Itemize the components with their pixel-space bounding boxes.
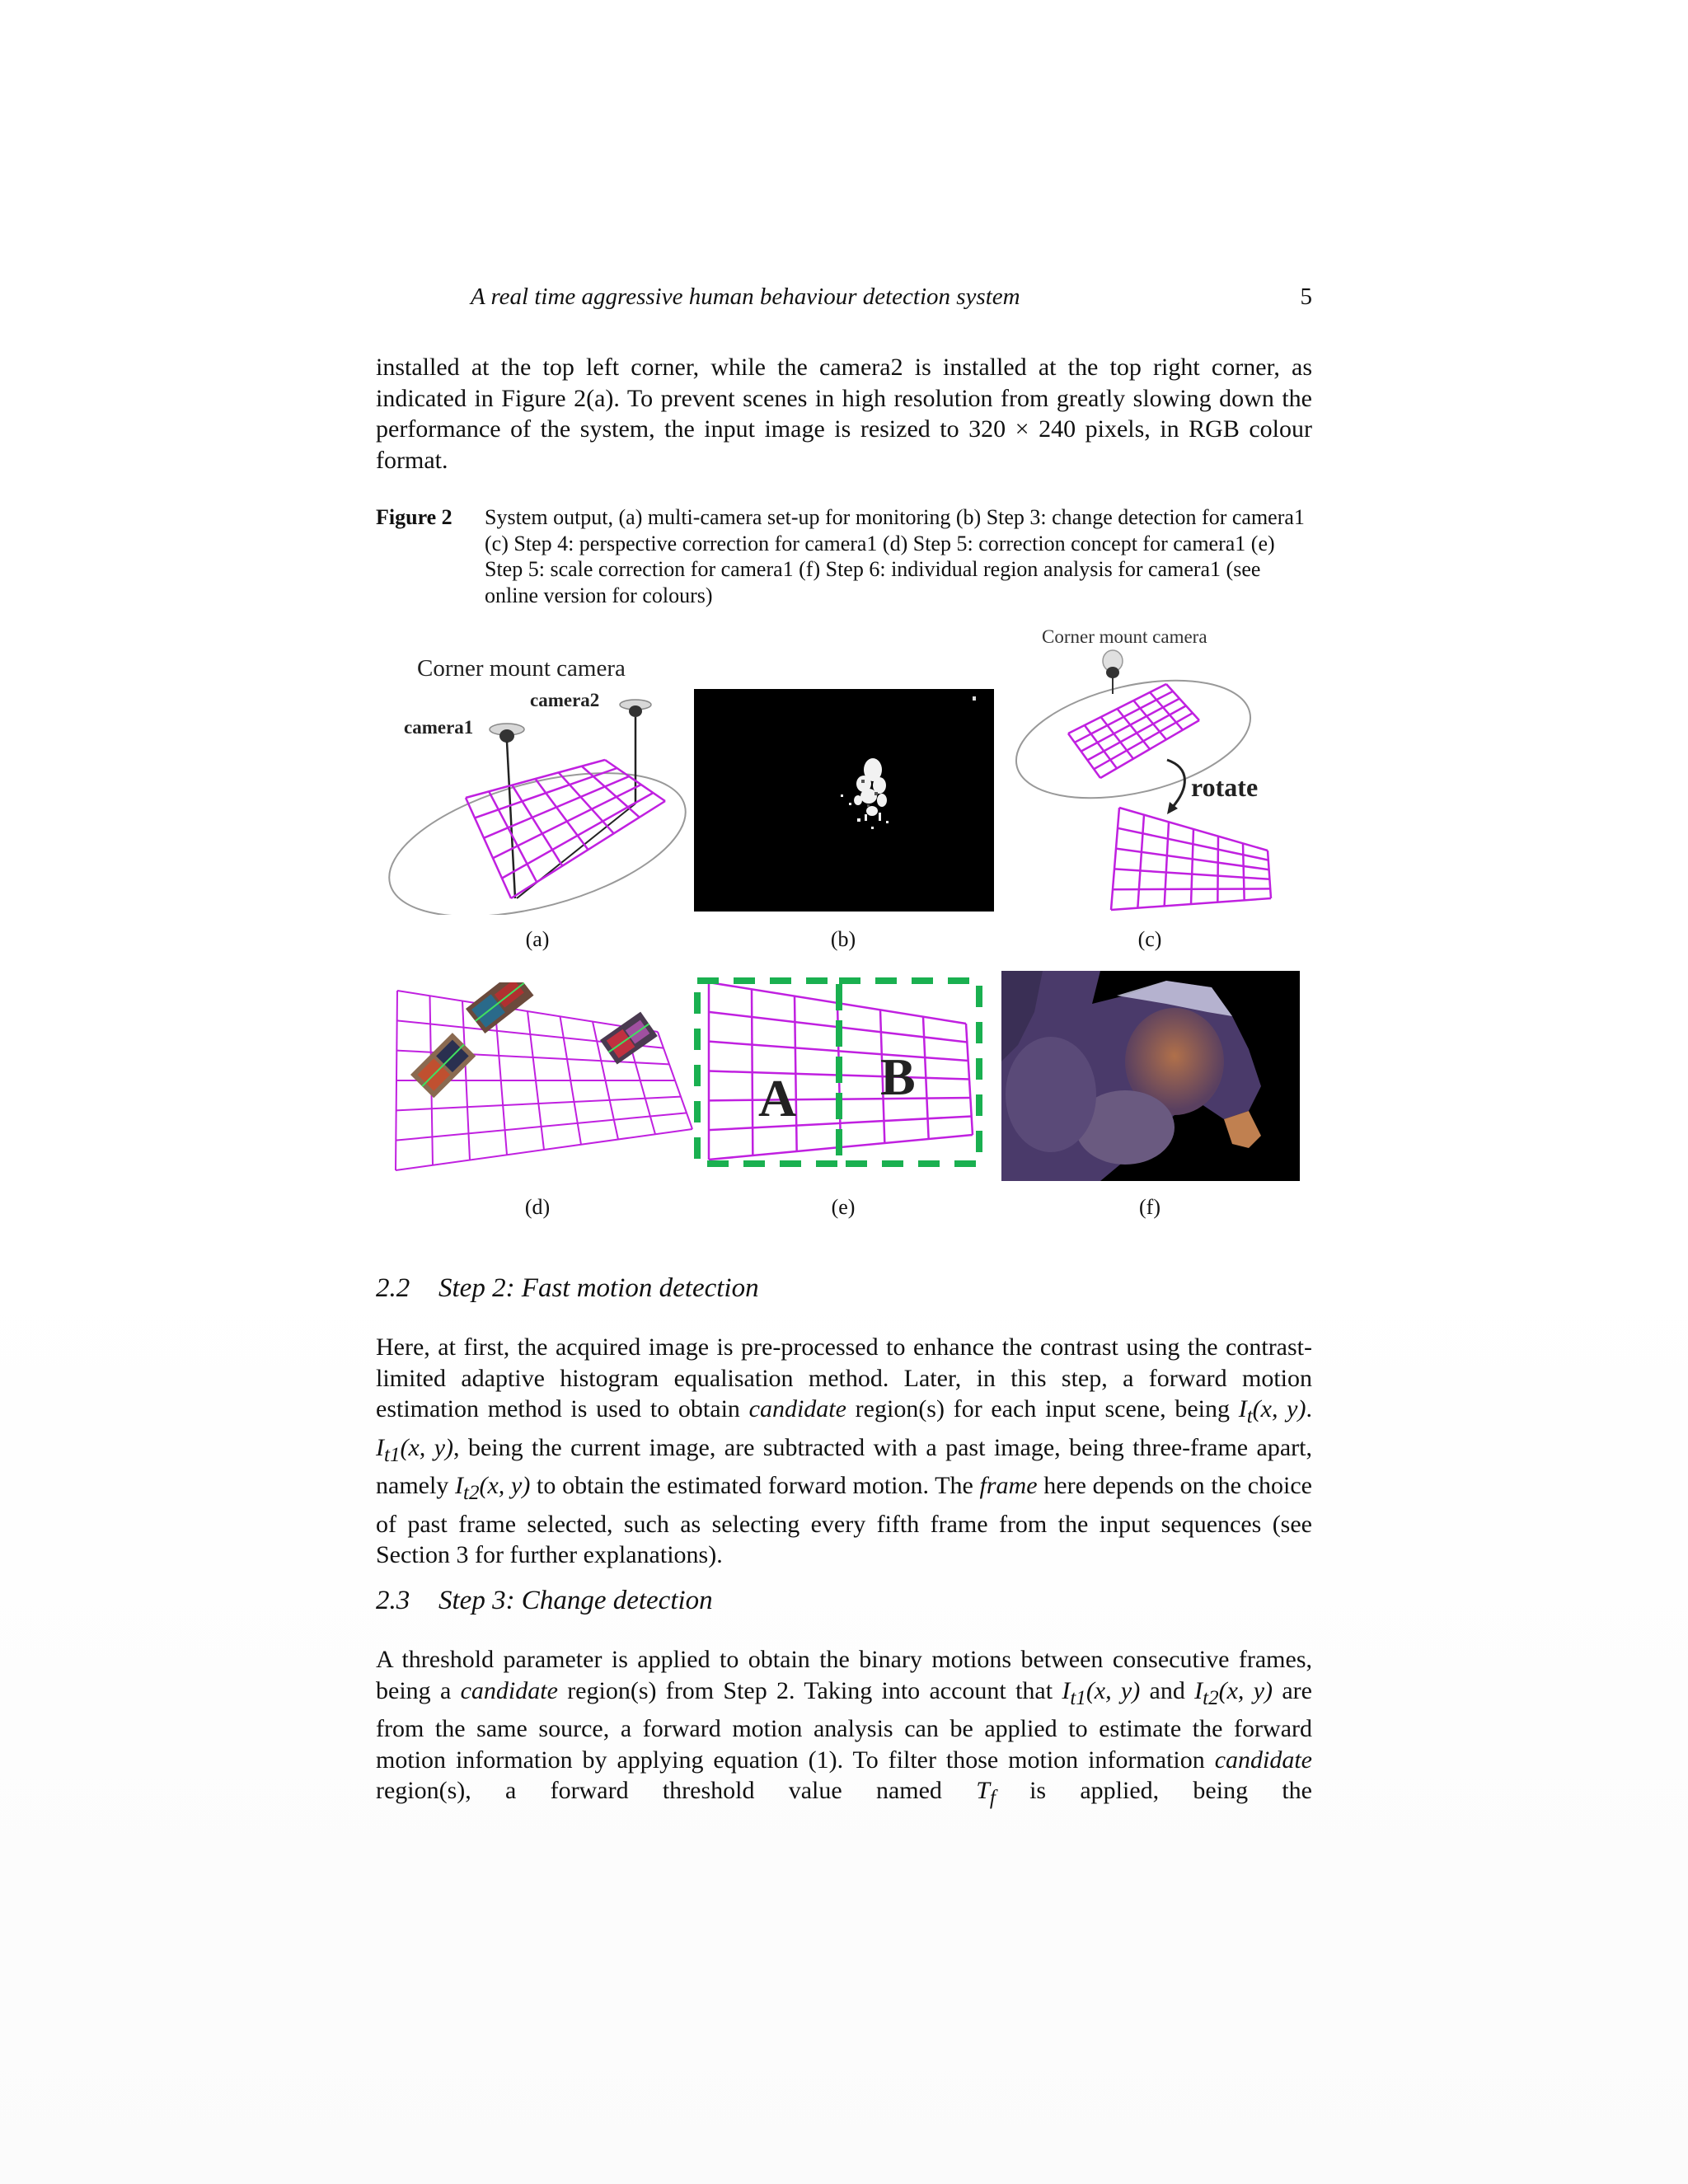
figure-label: Figure 2: [376, 505, 452, 529]
panel-a-drawing: [381, 643, 694, 915]
section-2-2-heading: [376, 1273, 759, 1304]
section-number: 2.2: [376, 1273, 410, 1303]
intro-paragraph: installed at the top left corner, while the camera2 is installed at the top right corner, as indicated in Figure 2(a). To prevent scenes in high resolution from greatly slowing down the performance of the system, the input image is resized to 320 × 240 pixels, in RGB colour format.: [376, 354, 1312, 474]
section-2-3-body: A threshold parameter is applied to obtain the binary motions between consecutive frames, being a candidate region(s) from Step 2. Taking into account that $I_{t1}(x$, y) and $I_{t2}(x$, y) are from the same source, a forward motion analysis can be applied to estimate the forward motion information by applying equation (1). To filter those motion information candidate region(s), a forward threshold value named $T_f$ is applied, being the: [376, 1646, 1312, 1809]
camera1-label: camera1: [404, 717, 474, 738]
region-a-label: A: [758, 1069, 797, 1127]
panel-c-title: Corner mount camera: [1042, 626, 1207, 647]
motion-blob: [841, 758, 889, 829]
camera-icon-c: [1103, 650, 1123, 678]
camera1-icon: [490, 724, 524, 743]
panel-b-label: (b): [830, 927, 856, 951]
running-header: [376, 280, 1312, 313]
panel-e-label: (e): [831, 1195, 856, 1219]
panel-a-title: Corner mount camera: [417, 655, 626, 682]
panel-a-label: (a): [525, 927, 550, 951]
figure-panel-b: [694, 689, 994, 912]
figure-panel-f: [1001, 971, 1300, 1181]
rotate-arrow: [1167, 760, 1184, 808]
panel-d-label: (d): [524, 1195, 551, 1219]
region-b-label: B: [880, 1047, 916, 1106]
panel-d-drawing: [387, 982, 701, 1180]
figure-panel-d: [387, 982, 701, 1180]
figure-caption-text: System output, (a) multi-camera set-up for monitoring (b) Step 3: change detection for camera1 (c) Step 4: perspective correction for camera1 (d) Step 5: correction concept for camera1 (e) Step 5: scale correction for camera1 (f) Step 6: individual region analysis for camera1 (see online version for colours): [485, 505, 1305, 607]
panel-e-drawing: [692, 974, 985, 1172]
floor-ellipse: [381, 746, 694, 915]
section-2-3-heading: [376, 1586, 713, 1616]
camera2-label: camera2: [530, 690, 600, 710]
panel-c-label: (c): [1137, 927, 1162, 951]
section-2-2-body: Here, at first, the acquired image is pre-processed to enhance the contrast using the contrast-limited adaptive histogram equalisation method. Later, in this step, a forward motion estimation method is used to obtain candidate region(s) for each input scene, being $I_t(x$, y). $I_{t1}(x$, y), being the current image, are subtracted with a past image, being three-frame apart, namely $I_{t2}(x$, y) to obtain the estimated forward motion. The frame here depends on the choice of past frame selected, such as selecting every fifth frame from the input sequences (see Section 3 for further explanations).: [376, 1333, 1312, 1568]
figure-panel-a: [381, 643, 694, 915]
section-number: 2.3: [376, 1586, 410, 1615]
running-title: A real time aggressive human behaviour detection system: [471, 284, 1020, 310]
section-title: Step 3: Change detection: [438, 1586, 713, 1615]
panel-f-drawing: [1001, 971, 1300, 1181]
tilted-grid: [1068, 684, 1199, 778]
section-title: Step 2: Fast motion detection: [438, 1273, 759, 1303]
figure-panel-e: [692, 974, 985, 1172]
floor-grid: [466, 760, 665, 898]
camera2-icon: [620, 700, 651, 717]
panel-b-drawing: [694, 689, 994, 912]
rectified-grid: [1111, 808, 1271, 910]
rotate-label: rotate: [1191, 772, 1259, 802]
figure-panel-c: [1014, 620, 1302, 916]
panel-f-label: (f): [1139, 1195, 1160, 1219]
panel-c-drawing: [1014, 620, 1302, 916]
page-number: 5: [1300, 284, 1312, 310]
